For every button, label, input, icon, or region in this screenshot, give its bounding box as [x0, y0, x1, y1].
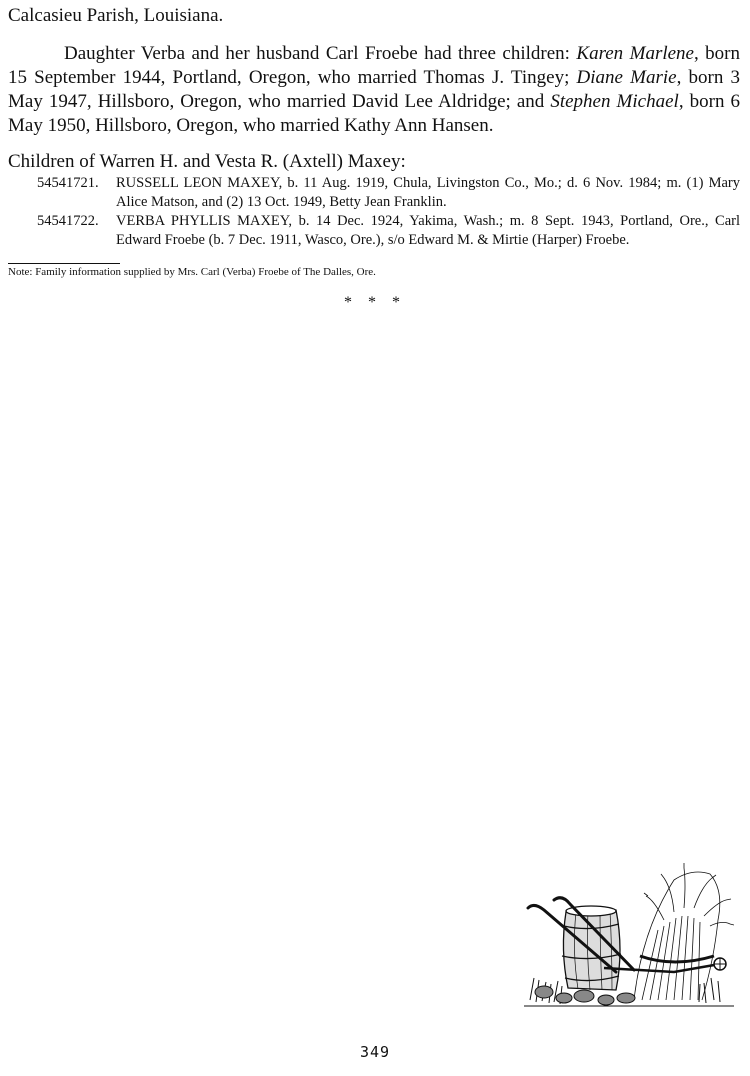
footnote-rule: [8, 263, 120, 264]
page-number: 349: [359, 1043, 391, 1061]
child-number: 54541722.: [37, 213, 99, 229]
paragraph-text: , born 3 May 1947, Hillsboro, Oregon, who married David Lee Aldridge; and: [8, 67, 741, 112]
children-heading: Children of Warren H. and Vesta R. (Axtell) Maxey:: [8, 151, 406, 172]
child-number: 54541721.: [37, 175, 99, 191]
continued-text-line: Calcasieu Parish, Louisiana.: [8, 5, 224, 26]
child-text: RUSSELL LEON MAXEY, b. 11 Aug. 1919, Chula, Livingston Co., Mo.; d. 6 Nov. 1984; m. (1) Mary Alice Matson, and (2) 13 Oct. 1949, Betty Jean Franklin.: [116, 175, 740, 210]
child-name: Stephen Michael: [550, 91, 679, 112]
paragraph-text: , born 6 May 1950, Hillsboro, Oregon, who married Kathy Ann Hansen.: [8, 91, 741, 136]
section-separator: * * *: [344, 294, 406, 311]
child-text: VERBA PHYLLIS MAXEY, b. 14 Dec. 1924, Yakima, Wash.; m. 8 Sept. 1943, Portland, Ore., Carl Edward Froebe (b. 7 Dec. 1911, Wasco, Ore.), s/o Edward M. & Mirtie (Harper) Froebe.: [116, 213, 740, 248]
child-name: Diane Marie: [576, 67, 677, 88]
paragraph-text: Daughter Verba and her husband Carl Froebe had three children:: [64, 43, 577, 64]
daughter-paragraph: [8, 42, 740, 138]
paragraph-text: , born 15 September 1944, Portland, Oregon, who married Thomas J. Tingey;: [8, 43, 740, 88]
wheat-sheaf-plow-barrel-illustration-icon: [524, 860, 734, 1010]
footnote: Note: Family information supplied by Mrs. Carl (Verba) Froebe of The Dalles, Ore.: [8, 266, 376, 278]
child-name: Karen Marlene: [576, 43, 694, 64]
